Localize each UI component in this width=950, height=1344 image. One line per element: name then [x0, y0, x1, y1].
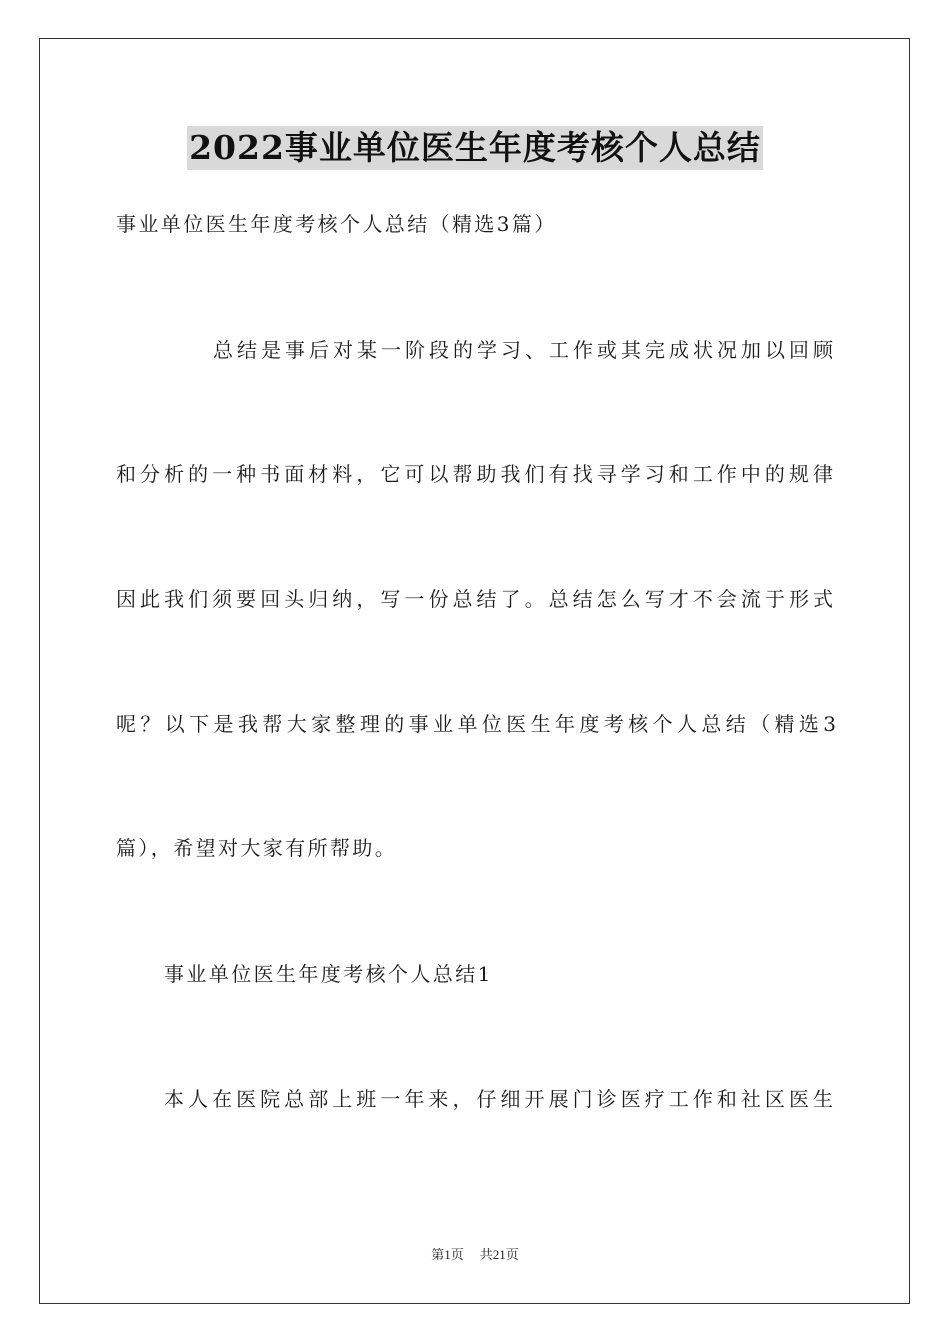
section-heading: 事业单位医生年度考核个人总结1 — [164, 962, 493, 986]
paragraph-line-1: 总结是事后对某一阶段的学习、工作或其完成状况加以回顾 — [213, 338, 833, 362]
document-title: 2022事业单位医生年度考核个人总结 — [187, 126, 763, 170]
page-total: 共21页 — [479, 1247, 519, 1262]
document-subtitle: 事业单位医生年度考核个人总结（精选3篇） — [116, 212, 557, 236]
body-line: 本人在医院总部上班一年来，仔细开展门诊医疗工作和社区医生 — [164, 1087, 833, 1111]
page-footer — [0, 1246, 950, 1264]
title-container — [0, 126, 950, 170]
paragraph-line-3: 因此我们须要回头归纳，写一份总结了。总结怎么写才不会流于形式 — [116, 587, 833, 611]
paragraph-line-4: 呢？以下是我帮大家整理的事业单位医生年度考核个人总结（精选3 — [116, 712, 836, 736]
page-current: 第1页 — [431, 1247, 464, 1262]
paragraph-line-2: 和分析的一种书面材料，它可以帮助我们有找寻学习和工作中的规律 — [116, 462, 833, 486]
paragraph-line-5: 篇），希望对大家有所帮助。 — [116, 836, 398, 860]
